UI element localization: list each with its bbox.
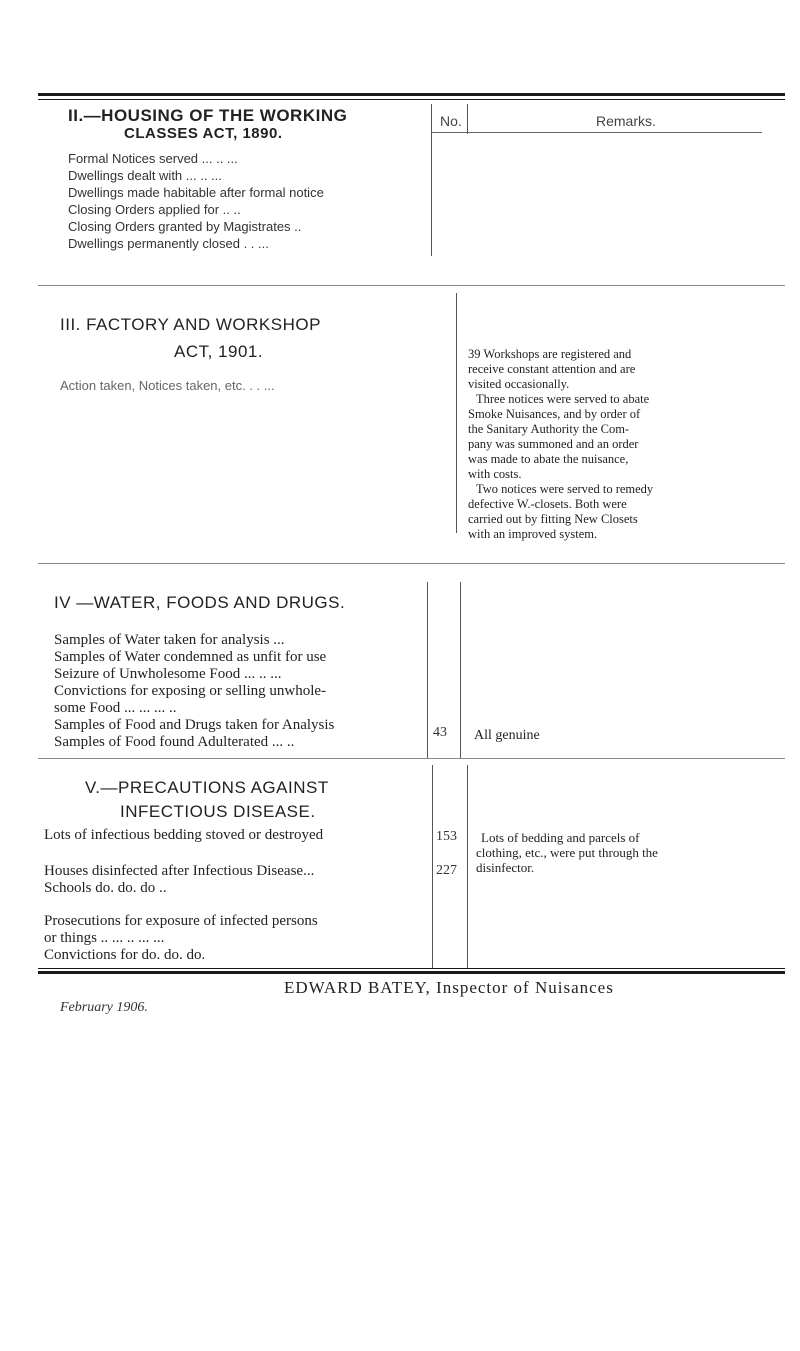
- section-title: II.—HOUSING OF THE WORKING: [68, 106, 348, 125]
- remark-line: Two notices were served to remedy: [476, 482, 654, 496]
- remark-line: Lots of bedding and parcels of: [481, 830, 640, 845]
- report-date: February 1906.: [60, 1000, 148, 1015]
- list-item: Formal Notices served ... .. ...: [68, 151, 238, 166]
- list-item: Dwellings made habitable after formal notice: [68, 185, 324, 200]
- list-item: Action taken, Notices taken, etc. . . ...: [60, 378, 275, 393]
- remark-line: 39 Workshops are registered and: [468, 347, 632, 361]
- section-title: V.—PRECAUTIONS AGAINST: [85, 778, 329, 797]
- list-item: Dwellings dealt with ... .. ...: [68, 168, 222, 183]
- section-title: IV —WATER, FOODS AND DRUGS.: [54, 593, 346, 612]
- list-item: Closing Orders granted by Magistrates ..: [68, 219, 302, 234]
- remark-line: disinfector.: [476, 860, 535, 875]
- remark-line: was made to abate the nuisance,: [468, 452, 629, 466]
- top-rule-thin: [38, 99, 785, 100]
- section-title: III. FACTORY AND WORKSHOP: [60, 315, 321, 334]
- column-header-remarks: Remarks.: [596, 113, 656, 129]
- column-divider: [460, 582, 461, 758]
- column-divider: [427, 582, 428, 758]
- column-divider: [456, 293, 457, 533]
- bottom-rule-thin: [38, 968, 785, 969]
- remark-line: Smoke Nuisances, and by order of: [468, 407, 641, 421]
- remark-line: with an improved system.: [468, 527, 598, 541]
- list-item: Prosecutions for exposure of infected persons: [44, 913, 318, 929]
- remark-line: Three notices were served to abate: [476, 392, 650, 406]
- remark-line: clothing, etc., were put through the: [476, 845, 658, 860]
- list-item: or things .. ... .. ... ...: [44, 930, 165, 946]
- list-item: Samples of Food and Drugs taken for Analysis: [54, 717, 335, 733]
- column-divider: [467, 765, 468, 968]
- list-item: Dwellings permanently closed . . ...: [68, 236, 269, 251]
- count-value: 227: [436, 863, 457, 878]
- section-title: ACT, 1901.: [174, 342, 264, 361]
- list-item: Closing Orders applied for .. ..: [68, 202, 241, 217]
- bottom-rule: [38, 971, 785, 974]
- remark-line: carried out by fitting New Closets: [468, 512, 638, 526]
- header-underline: [432, 132, 762, 133]
- list-item: Lots of infectious bedding stoved or destroyed: [44, 827, 324, 843]
- remark-line: defective W.-closets. Both were: [468, 497, 627, 511]
- list-item: Seizure of Unwholesome Food ... .. ...: [54, 666, 282, 682]
- section-title: CLASSES ACT, 1890.: [124, 125, 283, 142]
- list-item: Samples of Water taken for analysis ...: [54, 632, 285, 648]
- column-header-no: No.: [440, 113, 462, 129]
- list-item: Houses disinfected after Infectious Disease...: [44, 863, 315, 879]
- count-value: 153: [436, 829, 457, 844]
- column-divider: [467, 104, 468, 134]
- column-divider: [431, 104, 432, 256]
- list-item: some Food ... ... ... ..: [54, 700, 177, 716]
- remark-line: All genuine: [474, 728, 540, 743]
- column-divider: [432, 765, 433, 968]
- section-divider: [38, 563, 785, 564]
- list-item: Convictions for exposing or selling unwhole-: [54, 683, 327, 699]
- remark-line: receive constant attention and are: [468, 362, 636, 376]
- section-title: INFECTIOUS DISEASE.: [120, 802, 316, 821]
- list-item: Convictions for do. do. do.: [44, 947, 206, 963]
- signature: EDWARD BATEY, Inspector of Nuisances: [284, 978, 614, 997]
- section-divider: [38, 285, 785, 286]
- remark-line: the Sanitary Authority the Com-: [468, 422, 630, 436]
- top-rule: [38, 93, 785, 96]
- remark-line: with costs.: [468, 467, 522, 481]
- section-divider: [38, 758, 785, 759]
- list-item: Samples of Water condemned as unfit for use: [54, 649, 327, 665]
- remark-line: visited occasionally.: [468, 377, 570, 391]
- remark-line: pany was summoned and an order: [468, 437, 639, 451]
- count-value: 43: [433, 725, 447, 740]
- list-item: Schools do. do. do ..: [44, 880, 167, 896]
- list-item: Samples of Food found Adulterated ... ..: [54, 734, 295, 750]
